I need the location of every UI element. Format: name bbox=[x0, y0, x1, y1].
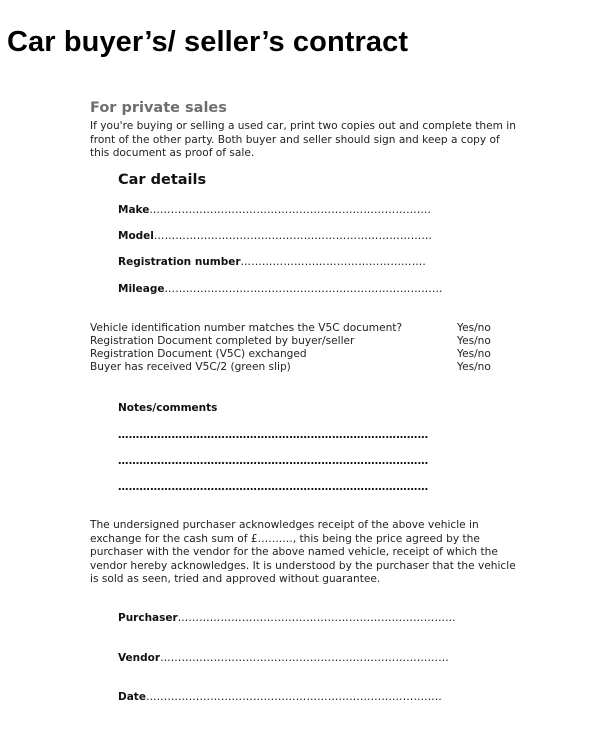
check-option-green-slip[interactable]: Yes/no bbox=[457, 361, 491, 373]
model-label: Model bbox=[118, 230, 154, 242]
vendor-dots: ……………………………………………………………………… bbox=[160, 652, 449, 664]
check-text-v5c-exchanged: Registration Document (V5C) exchanged bbox=[90, 348, 307, 360]
model-field[interactable] bbox=[118, 230, 432, 242]
model-dots: …………………………………………………………………… bbox=[153, 230, 433, 242]
make-dots: ……………………………………………………………………. bbox=[149, 204, 432, 216]
date-label: Date bbox=[118, 691, 146, 703]
date-field[interactable] bbox=[118, 691, 442, 703]
mileage-label: Mileage bbox=[118, 283, 165, 295]
registration-number-field[interactable] bbox=[118, 256, 426, 268]
vendor-signature-field[interactable] bbox=[118, 652, 449, 664]
check-option-registration-completed[interactable]: Yes/no bbox=[457, 335, 491, 347]
check-text-vin: Vehicle identification number matches the V5C document? bbox=[90, 322, 403, 334]
notes-line[interactable]: …………………………………………………………………………… bbox=[118, 455, 429, 467]
check-row-v5c-exchanged bbox=[90, 348, 495, 360]
registration-number-label: Registration number bbox=[118, 256, 241, 268]
check-option-vin[interactable]: Yes/no bbox=[457, 322, 491, 334]
registration-number-dots: ……………………………………………. bbox=[240, 256, 426, 268]
check-row-vin bbox=[90, 322, 495, 334]
check-row-green-slip bbox=[90, 361, 495, 373]
purchaser-signature-field[interactable] bbox=[118, 612, 456, 624]
vendor-label: Vendor bbox=[118, 652, 161, 664]
check-text-registration-completed: Registration Document completed by buyer/seller bbox=[90, 335, 355, 347]
mileage-dots: …………………………………………………………………… bbox=[164, 283, 443, 295]
make-label: Make bbox=[118, 204, 150, 216]
notes-heading: Notes/comments bbox=[118, 402, 218, 414]
intro-paragraph: If you're buying or selling a used car, print two copies out and complete them in front of the other party. Both buyer and seller should sign and keep a copy of this document as proof of sale. bbox=[90, 120, 516, 159]
check-text-green-slip: Buyer has received V5C/2 (green slip) bbox=[90, 361, 291, 373]
acknowledgement-paragraph: The undersigned purchaser acknowledges receipt of the above vehicle in exchange for the cash sum of £………., this being the price agreed by the purchaser with the vendor for the above named vehicle, receipt of which the vendor hereby acknowledges. It is understood by the purchaser that the vehicle is sold as seen, tried and approved without guarantee. bbox=[90, 519, 516, 585]
date-dots: ……………………………………………………………………….. bbox=[145, 691, 442, 703]
check-row-registration-completed bbox=[90, 335, 495, 347]
purchaser-dots: …………………………………………………………………… bbox=[177, 612, 456, 624]
document-title: Car buyer’s/ seller’s contract bbox=[7, 26, 409, 58]
check-option-v5c-exchanged[interactable]: Yes/no bbox=[457, 348, 491, 360]
purchaser-label: Purchaser bbox=[118, 612, 178, 624]
document-subtitle: For private sales bbox=[90, 100, 227, 116]
car-details-heading: Car details bbox=[118, 172, 207, 188]
notes-line[interactable]: …………………………………………………………………………… bbox=[118, 481, 429, 493]
make-field[interactable] bbox=[118, 204, 431, 216]
notes-line[interactable]: …………………………………………………………………………… bbox=[118, 429, 429, 441]
mileage-field[interactable] bbox=[118, 283, 443, 295]
